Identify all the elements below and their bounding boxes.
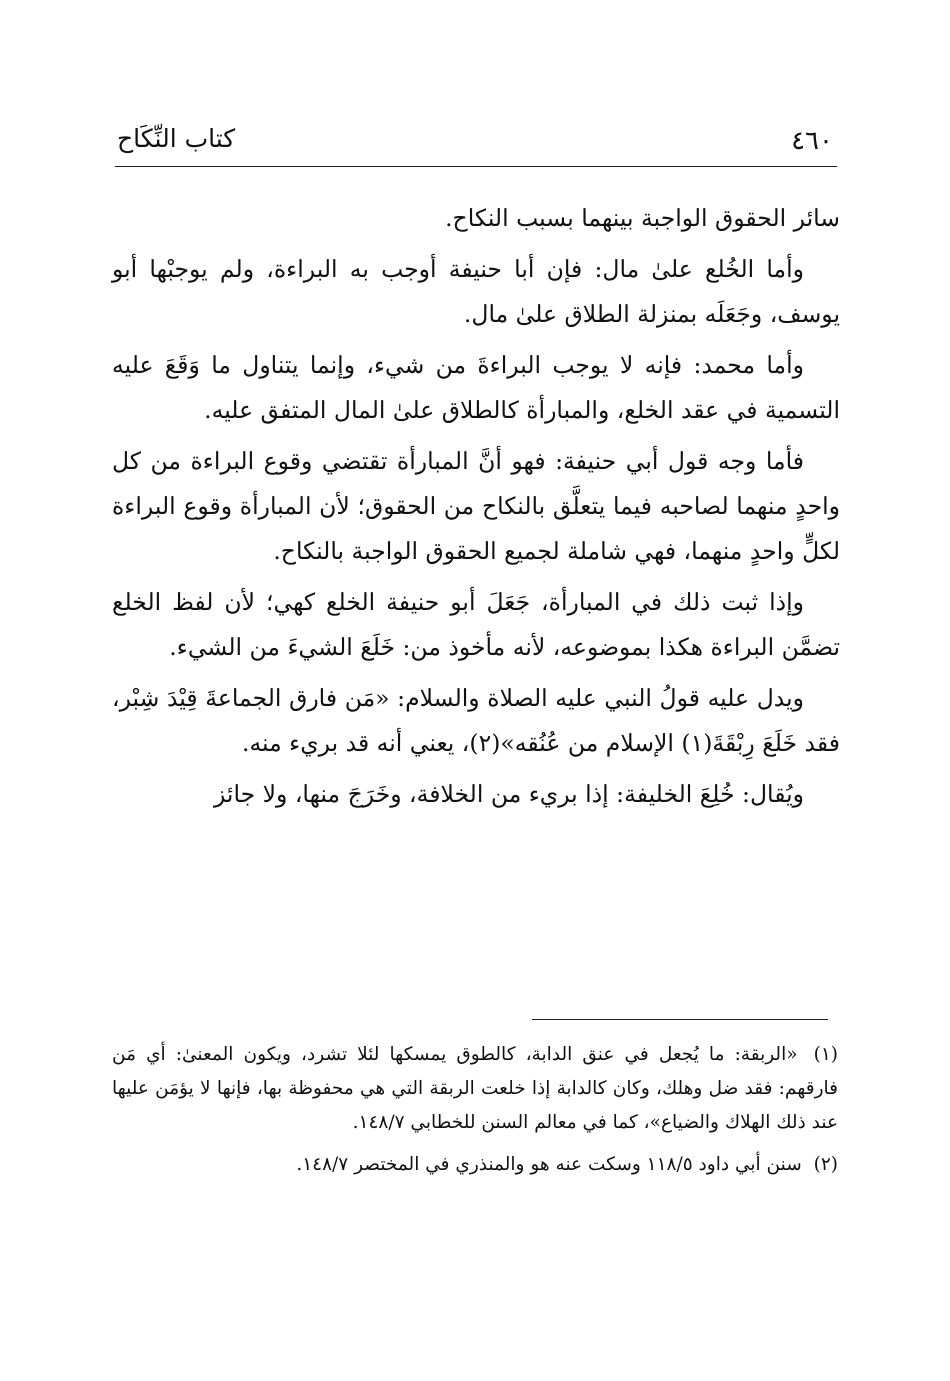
footnote-marker: (١) [813,1044,838,1065]
paragraph: وأما الخُلع علىٰ مال: فإن أبا حنيفة أوجب به البراءة، ولم يوجبْها أبو يوسف، وجَعَلَه بمنزلة الطلاق علىٰ مال. [112,255,840,328]
footnotes [112,1038,838,1190]
footnote [112,1148,838,1182]
paragraph: فأما وجه قول أبي حنيفة: فهو أنَّ المبارأة تقتضي وقوع البراءة من كل واحدٍ منهما لصاحبه فيما يتعلَّق بالنكاح من الحقوق؛ لأن المبارأة وقوع البراءة لكلٍّ واحدٍ منهما، فهي شاملة لجميع الحقوق الواجبة بالنكاح. [112,447,840,565]
page-header [115,120,837,167]
footnote [112,1038,838,1140]
footnote-divider [532,1019,828,1020]
paragraph: ويُقال: خُلِعَ الخليفة: إذا بريء من الخلافة، وخَرَجَ منها، ولا جائز [213,780,804,808]
paragraph: سائر الحقوق الواجبة بينهما بسبب النكاح. [445,204,840,232]
footnote-text: «الربقة: ما يُجعل في عنق الدابة، كالطوق يمسكها لئلا تشرد، ويكون المعنىٰ: أي مَن فارقهم: فقد ضل وهلك، وكان كالدابة إذا خلعت الربقة التي هي محفوظة بها، فإنها لا يؤمَن عليها عند ذلك الهلاك والضياع»، كما في معالم السنن للخطابي ١٤٨/٧. [112,1044,838,1133]
paragraph: وأما محمد: فإنه لا يوجب البراءةَ من شيء، وإنما يتناول ما وَقَعَ عليه التسمية في عقد الخلع، والمبارأة كالطلاق علىٰ المال المتفق عليه. [112,351,840,424]
footnote-marker: (٢) [813,1154,838,1175]
main-text [112,196,840,823]
page-number: ٤٦٠ [791,126,833,156]
paragraph: ويدل عليه قولُ النبي عليه الصلاة والسلام: «مَن فارق الجماعةَ قِيْدَ شِبْر، فقد خَلَعَ رِبْقَةَ(١) الإسلام من عُنُقه»(٢)، يعني أنه قد بريء منه. [112,684,840,757]
running-title: كتاب النِّكَاح [117,124,236,153]
paragraph: وإذا ثبت ذلك في المبارأة، جَعَلَ أبو حنيفة الخلع كهي؛ لأن لفظ الخلع تضمَّن البراءة هكذا بموضوعه، لأنه مأخوذ من: خَلَعَ الشيءَ من الشيء. [112,588,840,661]
footnote-text: سنن أبي داود ١١٨/٥ وسكت عنه هو والمنذري في المختصر ١٤٨/٧. [296,1154,802,1175]
